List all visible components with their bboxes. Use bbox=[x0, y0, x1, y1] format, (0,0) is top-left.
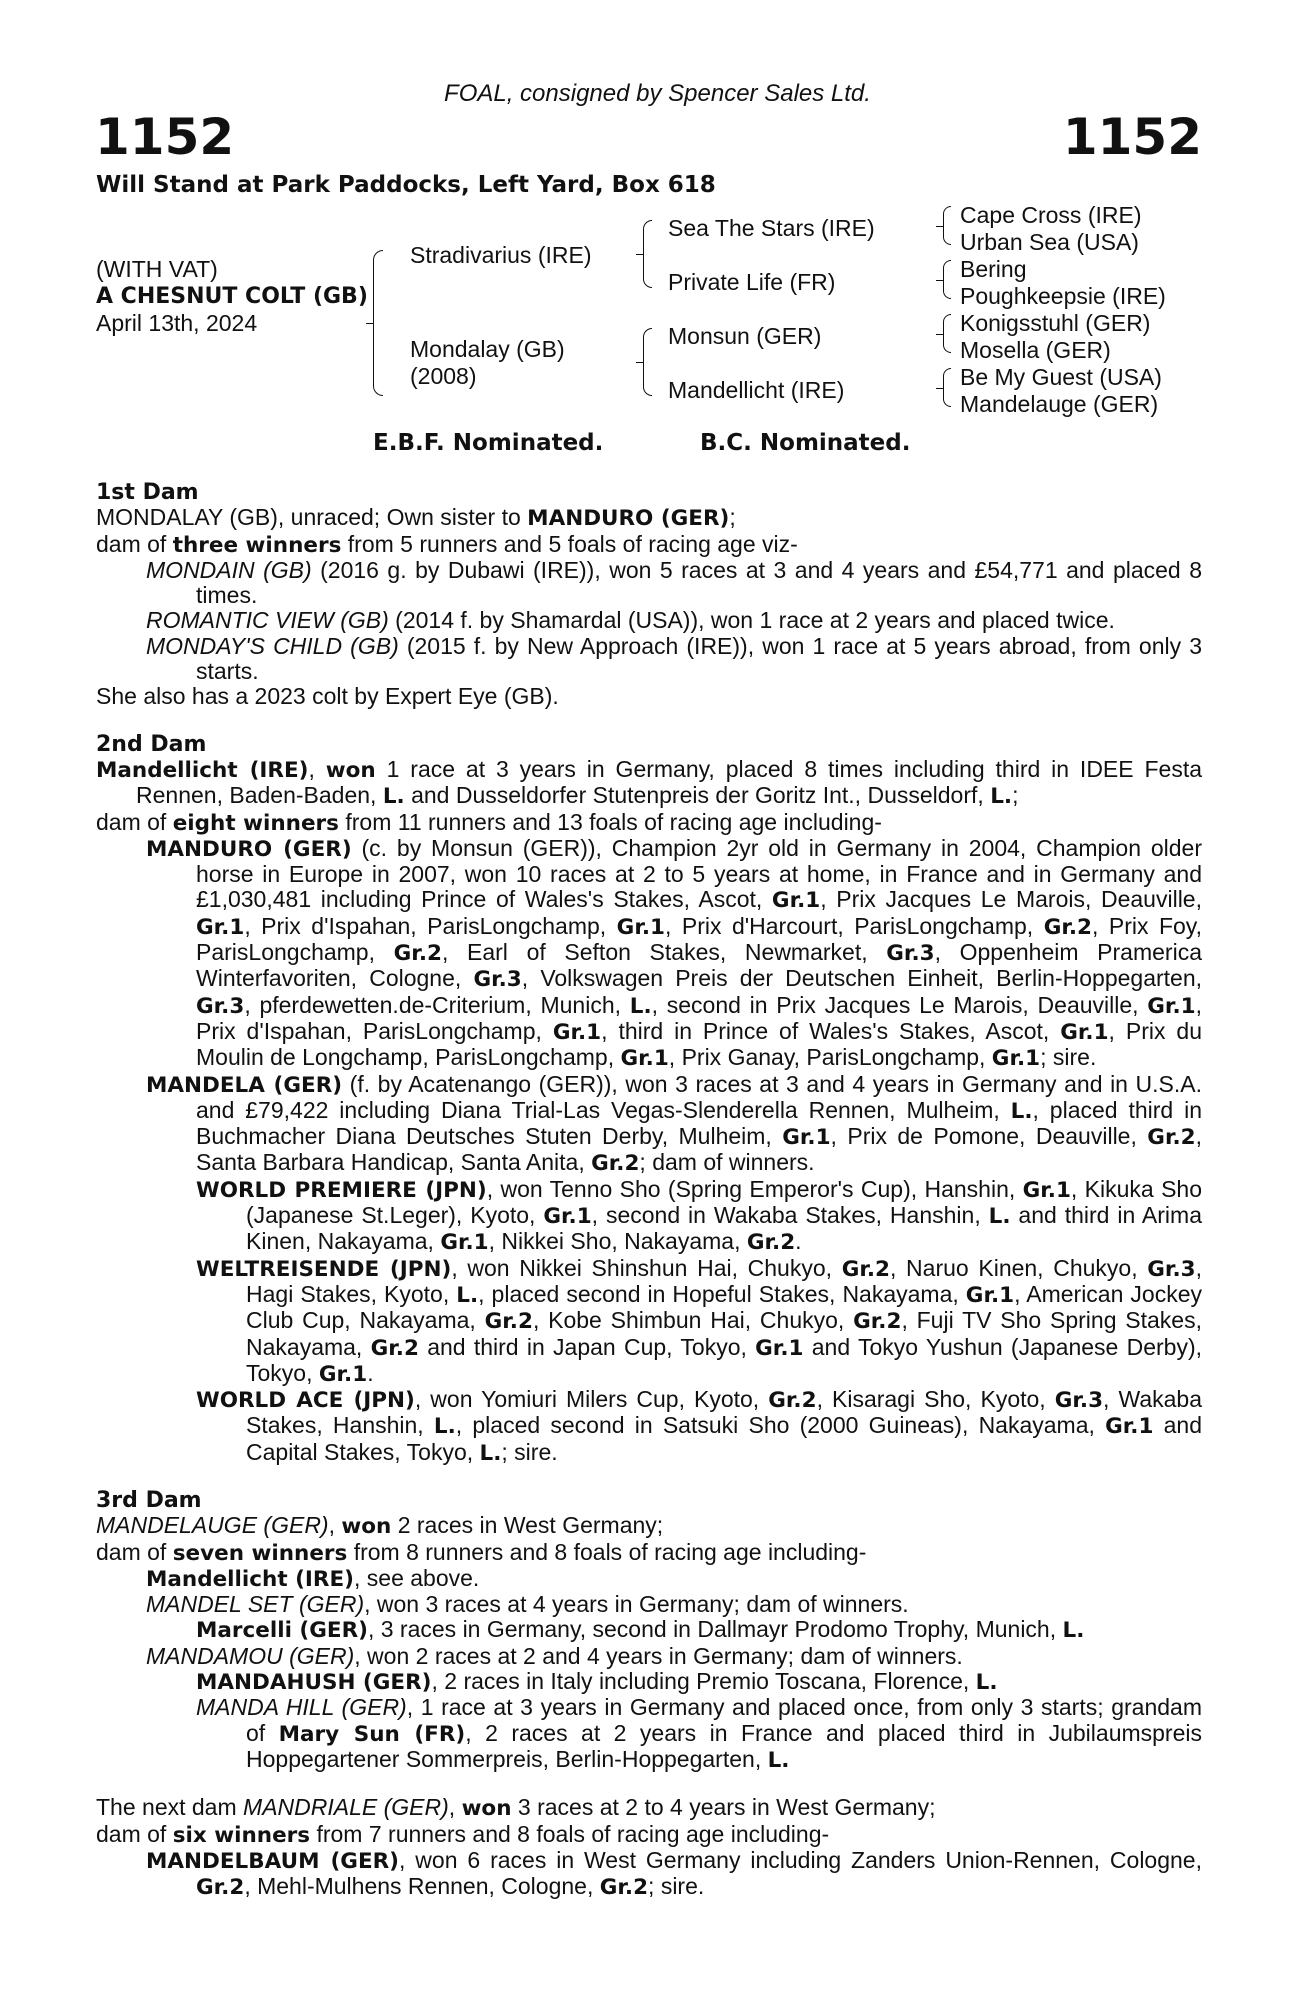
second-dam-record: Mandellicht (IRE), won 1 race at 3 years in Germany, placed 8 times including third in IDEE Festa Rennen, Baden-Baden, L. and Dusseldorfer Stutenpreis der Goritz Int., Dusseldorf, L.; bbox=[96, 755, 1203, 810]
lot-number-right: 1152 bbox=[1062, 108, 1202, 166]
first-dam-heading: 1st Dam bbox=[96, 480, 199, 505]
pedigree-g1: Cape Cross (IRE) bbox=[960, 202, 1142, 228]
produce-entry: MANDAHUSH (GER), 2 races in Italy including Premio Toscana, Florence, L. bbox=[196, 1668, 998, 1696]
produce-entry: Marcelli (GER), 3 races in Germany, second in Dallmayr Prodomo Trophy, Munich, L. bbox=[196, 1616, 1085, 1644]
produce-entry: MONDAIN (GB) (2016 g. by Dubawi (IRE)), won 5 races at 3 and 4 years and £54,771 and placed 8 times. bbox=[146, 556, 1202, 609]
produce-entry: MANDEL SET (GER), won 3 races at 4 years in Germany; dam of winners. bbox=[146, 1591, 909, 1618]
pedigree-g3: Bering bbox=[960, 256, 1027, 282]
pedigree-sire: Stradivarius (IRE) bbox=[410, 242, 592, 268]
third-dam-record: MANDELAUGE (GER), won 2 races in West Germany; bbox=[96, 1512, 664, 1540]
pedigree-brace-g56 bbox=[943, 314, 951, 353]
produce-entry-world-premiere: WORLD PREMIERE (JPN), won Tenno Sho (Spring Emperor's Cup), Hanshin, Gr.1, Kikuka Sho (Japanese St.Leger), Kyoto, Gr.1, second in Wakaba Stakes, Hanshin, L. and third in Arima Kinen, Nakayama, Gr.1, Nikkei Sho, Nakayama, Gr.2. bbox=[196, 1175, 1202, 1256]
second-dam-heading: 2nd Dam bbox=[96, 731, 207, 757]
pedigree-brace-dam bbox=[643, 328, 652, 396]
pedigree-g6: Mosella (GER) bbox=[960, 337, 1111, 363]
produce-entry-world-ace: WORLD ACE (JPN), won Yomiuri Milers Cup, Kyoto, Gr.2, Kisaragi Sho, Kyoto, Gr.3, Wakaba Stakes, Hanshin, L., placed second in Satsuki Sho (2000 Guineas), Nakayama, Gr.1 and Capital Stakes, Tokyo, L.; sire. bbox=[196, 1386, 1203, 1466]
consignor-line: FOAL, consigned by Spencer Sales Ltd. bbox=[444, 80, 871, 107]
produce-entry: MANDELBAUM (GER), won 6 races in West Germany including Zanders Union-Rennen, Cologne, Gr.2, Mehl-Mulhens Rennen, Cologne, Gr.2; sire. bbox=[146, 1846, 1202, 1901]
pedigree-brace-g78 bbox=[943, 368, 951, 407]
ebf-nomination: E.B.F. Nominated. bbox=[373, 430, 604, 456]
produce-entry: MANDAMOU (GER), won 2 races at 2 and 4 years in Germany; dam of winners. bbox=[146, 1642, 963, 1669]
pedigree-brace-g34 bbox=[943, 260, 951, 299]
next-dam-produce-summary: dam of six winners from 7 runners and 8 foals of racing age including- bbox=[96, 1820, 830, 1848]
produce-entry-manduro: MANDURO (GER) (c. by Monsun (GER)), Champion 2yr old in Germany in 2004, Champion older horse in Europe in 2007, won 10 races at 2 to 5 years at home, in France and in Germany and £1,030,481 including Prince of Wales's Stakes, Ascot, Gr.1, Prix Jacques Le Marois, Deauville, Gr.1, Prix d'Ispahan, ParisLongchamp, Gr.1, Prix d'Harcourt, ParisLongchamp, Gr.2, Prix Foy, ParisLongchamp, Gr.2, Earl of Sefton Stakes, Newmarket, Gr.3, Oppenheim Pramerica Winterfavoriten, Cologne, Gr.3, Volkswagen Preis der Deutschen Einheit, Berlin-Hoppegarten, Gr.3, pferdewetten.de-Criterium, Munich, L., second in Prix Jacques Le Marois, Deauville, Gr.1, Prix d'Ispahan, ParisLongchamp, Gr.1, third in Prince of Wales's Stakes, Ascot, Gr.1, Prix du Moulin de Longchamp, ParisLongchamp, Gr.1, Prix Ganay, ParisLongchamp, Gr.1; sire. bbox=[146, 834, 1203, 1072]
produce-entry-mandela: MANDELA (GER) (f. by Acatenango (GER)), won 3 races at 3 and 4 years in Germany and in U.S.A. and £79,422 including Diana Trial-Las Vegas-Slenderella Rennen, Mulheim, L., placed third in Buchmacher Diana Deutsches Stuten Derby, Mulheim, Gr.1, Prix de Pomone, Deauville, Gr.2, Santa Barbara Handicap, Santa Anita, Gr.2; dam of winners. bbox=[146, 1070, 1203, 1177]
stable-location: Will Stand at Park Paddocks, Left Yard, Box 618 bbox=[96, 172, 716, 198]
produce-entry: MANDA HILL (GER), 1 race at 3 years in Germany and placed once, from only 3 starts; grandam of Mary Sun (FR), 2 races at 2 years in France and placed third in Jubilaumspreis Hoppegartener Sommerpreis, Berlin-Hoppegarten, L. bbox=[196, 1694, 1202, 1773]
pedigree-brace-main bbox=[373, 250, 383, 396]
pedigree-dam: Mondalay (GB) bbox=[410, 336, 565, 362]
first-dam-produce-summary: dam of three winners from 5 runners and 5 foals of racing age viz- bbox=[96, 530, 798, 558]
produce-entry: Mandellicht (IRE), see above. bbox=[146, 1564, 480, 1592]
pedigree-g7: Be My Guest (USA) bbox=[960, 364, 1162, 390]
first-dam-closing: She also has a 2023 colt by Expert Eye (GB). bbox=[96, 683, 559, 710]
produce-entry-weltreisende: WELTREISENDE (JPN), won Nikkei Shinshun Hai, Chukyo, Gr.2, Naruo Kinen, Chukyo, Gr.3, Hagi Stakes, Kyoto, L., placed second in Hopeful Stakes, Nakayama, Gr.1, American Jockey Club Cup, Nakayama, Gr.2, Kobe Shimbun Hai, Chukyo, Gr.2, Fuji TV Sho Spring Stakes, Nakayama, Gr.2 and third in Japan Cup, Tokyo, Gr.1 and Tokyo Yushun (Japanese Derby), Tokyo, Gr.1. bbox=[196, 1254, 1203, 1387]
pedigree-sire-sire: Sea The Stars (IRE) bbox=[668, 215, 875, 241]
pedigree-sire-dam: Private Life (FR) bbox=[668, 269, 836, 295]
pedigree-g5: Konigsstuhl (GER) bbox=[960, 310, 1151, 336]
next-dam-record: The next dam MANDRIALE (GER), won 3 races at 2 to 4 years in West Germany; bbox=[96, 1794, 936, 1822]
third-dam-produce-summary: dam of seven winners from 8 runners and 8 foals of racing age including- bbox=[96, 1538, 867, 1566]
pedigree-dam-sire: Monsun (GER) bbox=[668, 323, 822, 349]
pedigree-dam-dam: Mandellicht (IRE) bbox=[668, 377, 845, 403]
produce-entry: ROMANTIC VIEW (GB) (2014 f. by Shamardal (USA)), won 1 race at 2 years and placed twice. bbox=[146, 607, 1115, 634]
bc-nomination: B.C. Nominated. bbox=[700, 430, 911, 456]
horse-info bbox=[96, 256, 376, 337]
pedigree-dam-year: (2008) bbox=[410, 363, 477, 389]
vat-note: (WITH VAT) bbox=[96, 256, 218, 282]
produce-entry: MONDAY'S CHILD (GB) (2015 f. by New Approach (IRE)), won 1 race at 5 years abroad, from only 3 starts. bbox=[146, 632, 1202, 685]
pedigree-brace-sire bbox=[643, 220, 652, 288]
pedigree-g4: Poughkeepsie (IRE) bbox=[960, 283, 1166, 309]
pedigree-g2: Urban Sea (USA) bbox=[960, 229, 1139, 255]
lot-number-left: 1152 bbox=[95, 108, 235, 166]
pedigree-g8: Mandelauge (GER) bbox=[960, 391, 1159, 417]
horse-name: A CHESNUT COLT (GB) bbox=[96, 284, 368, 309]
third-dam-heading: 3rd Dam bbox=[96, 1487, 202, 1513]
catalogue-body bbox=[96, 480, 1202, 1900]
second-dam-produce-summary: dam of eight winners from 11 runners and 13 foals of racing age including- bbox=[96, 808, 882, 836]
pedigree-brace-g12 bbox=[943, 206, 951, 245]
foaling-date: April 13th, 2024 bbox=[96, 310, 258, 336]
first-dam-intro: MONDALAY (GB), unraced; Own sister to MANDURO (GER); bbox=[96, 504, 736, 532]
